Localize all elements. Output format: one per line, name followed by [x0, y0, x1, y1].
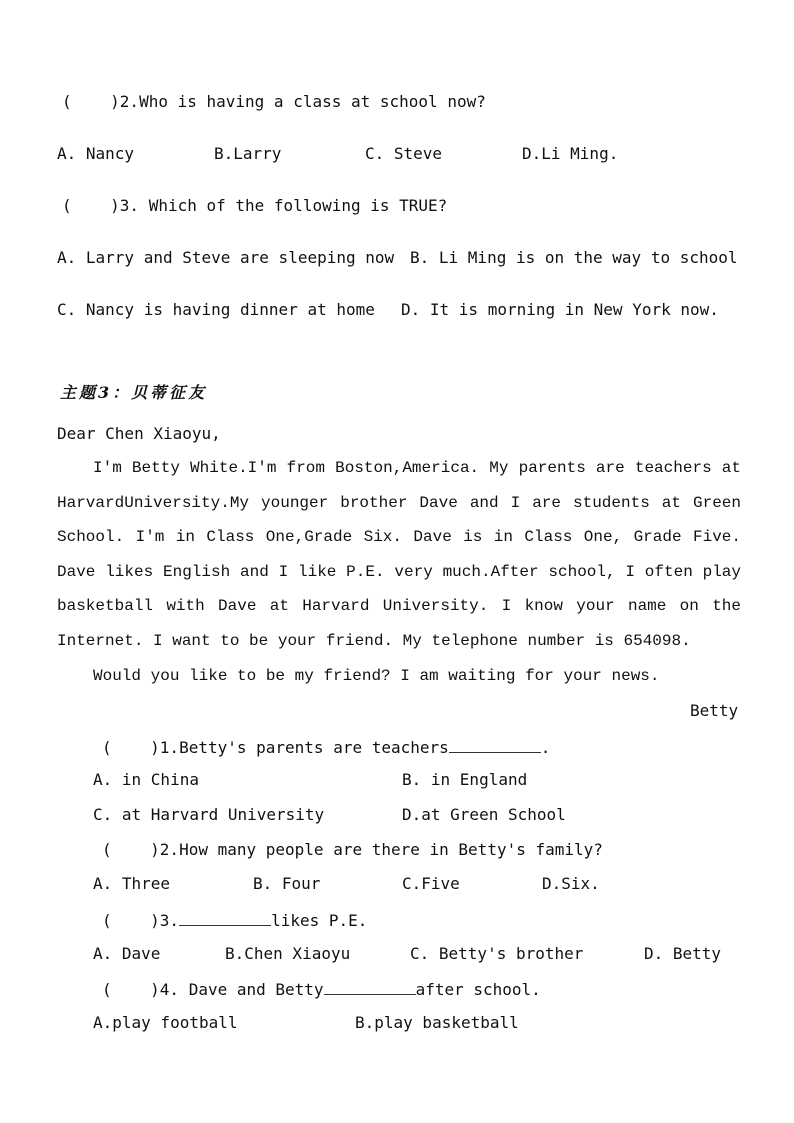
- option-d: D. It is morning in New York now.: [401, 300, 719, 319]
- topic-heading: 主题3：贝蒂征友: [60, 383, 208, 402]
- option-b: B. Li Ming is on the way to school: [410, 248, 738, 267]
- answer-paren: ( ): [62, 92, 120, 111]
- option-b: B. in England: [402, 770, 528, 789]
- option-a: A.play football: [93, 1013, 238, 1032]
- option-d: D. Betty: [644, 944, 722, 963]
- question-text: 2.Who is having a class at school now?: [119, 92, 486, 111]
- option-a: A. Larry and Steve are sleeping now: [57, 248, 395, 267]
- option-c: C. Steve: [365, 144, 443, 163]
- option-c: C. Nancy is having dinner at home: [57, 300, 375, 319]
- letter-paragraph: I'm Betty White.I'm from Boston,America. My parents are teachers at HarvardUniversity.My younger brother Dave and I are students at Green School. I'm in Class One,Grade Six. Dave is in Class One, Grade Five. Dave likes English and I like P.E. very much.After school, I often play basketball with Dave at Harvard University. I know your name on the Internet. I want to be your friend. My telephone number is 654098.: [57, 459, 741, 650]
- option-a: A. Dave: [93, 944, 161, 963]
- question-text: 3.: [159, 911, 180, 930]
- option-d: D.at Green School: [402, 805, 566, 824]
- question-2: [62, 92, 486, 112]
- question-3: [62, 196, 447, 216]
- letter-paragraph: Would you like to be my friend? I am waiting for your news.: [93, 666, 660, 685]
- answer-paren: ( ): [102, 738, 160, 757]
- answer-paren: ( ): [102, 980, 160, 999]
- option-c: C. at Harvard University: [93, 805, 325, 824]
- option-d: D.Six.: [542, 874, 600, 893]
- option-c: C.Five: [402, 874, 460, 893]
- answer-paren: ( ): [102, 911, 160, 930]
- option-b: B.Chen Xiaoyu: [225, 944, 351, 963]
- option-b: B.Larry: [214, 144, 282, 163]
- option-a: A. Three: [93, 874, 171, 893]
- question-text: 4. Dave and Betty: [159, 980, 324, 999]
- option-a: A. in China: [93, 770, 199, 789]
- option-a: A. Nancy: [57, 144, 135, 163]
- option-b: B. Four: [253, 874, 321, 893]
- question-text-end: after school.: [415, 980, 541, 999]
- answer-paren: ( ): [62, 196, 120, 215]
- question-text-end: .: [540, 738, 551, 757]
- question-3: [102, 909, 367, 931]
- answer-blank[interactable]: [449, 736, 541, 753]
- question-text-end: likes P.E.: [271, 911, 368, 930]
- question-2: [102, 840, 603, 860]
- question-text: 1.Betty's parents are teachers: [159, 738, 449, 757]
- letter-signature: Betty: [690, 701, 739, 720]
- answer-blank[interactable]: [324, 978, 416, 995]
- answer-paren: ( ): [102, 840, 160, 859]
- question-1: [102, 736, 550, 758]
- option-c: C. Betty's brother: [410, 944, 584, 963]
- answer-blank[interactable]: [179, 909, 271, 926]
- letter-salutation: Dear Chen Xiaoyu,: [57, 424, 221, 443]
- option-d: D.Li Ming.: [522, 144, 619, 163]
- option-b: B.play basketball: [355, 1013, 519, 1032]
- letter-body: [57, 451, 741, 693]
- question-text: 3. Which of the following is TRUE?: [119, 196, 448, 215]
- question-4: [102, 978, 541, 1000]
- question-text: 2.How many people are there in Betty's family?: [159, 840, 603, 859]
